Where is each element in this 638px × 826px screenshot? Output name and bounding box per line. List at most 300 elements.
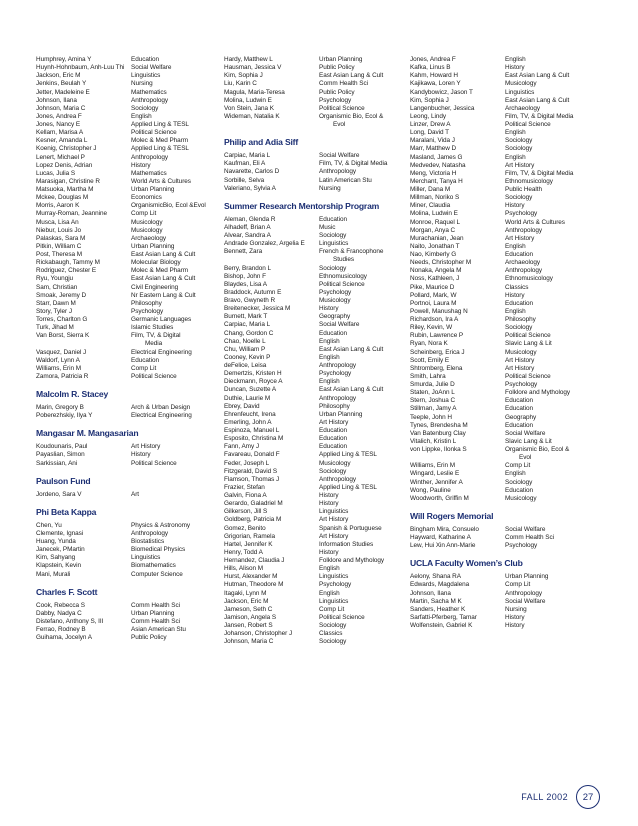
recipient-row	[36, 145, 226, 153]
recipient-name: Nao, Kimberly G	[410, 251, 457, 258]
recipient-name: Lucas, Julia S	[36, 169, 76, 177]
recipient-major	[319, 330, 414, 338]
recipient-row	[224, 216, 414, 224]
section-heading: Phi Beta Kappa	[36, 506, 97, 517]
recipient-row	[410, 405, 600, 413]
major-text: Film, TV, & Digital Media	[319, 160, 388, 168]
recipient-name: Murachanian, Jean	[410, 234, 464, 242]
recipient-major	[319, 97, 414, 105]
recipient-row	[410, 259, 600, 267]
recipient-name: Niebur, Louis Jo	[36, 226, 82, 234]
recipient-row	[224, 64, 414, 72]
recipient-major	[319, 508, 414, 516]
major-text: Comm Health Sci	[505, 534, 554, 541]
recipient-name: Williams, Erin M	[410, 462, 455, 470]
recipient-major	[505, 300, 600, 308]
recipient-name: Merchant, Tanya H	[410, 177, 463, 185]
major-text: Comm Health Sci	[131, 601, 180, 609]
recipient-row	[36, 219, 226, 227]
recipient-row	[224, 573, 414, 581]
major-text: Classics	[319, 630, 343, 638]
recipient-name: Van Batenburg Clay	[410, 429, 466, 437]
recipient-row	[36, 56, 226, 64]
major-text: Political Science	[505, 372, 551, 380]
recipient-major	[319, 533, 414, 541]
major-text: Musicology	[505, 494, 537, 502]
recipient-name: Hernandez, Claudia J	[224, 557, 285, 564]
recipient-name: Rodriguez, Chester E	[36, 267, 97, 275]
recipient-name: Sanders, Heather K	[410, 605, 466, 613]
major-text: English	[319, 565, 340, 573]
recipient-name: Dabby, Nadya C	[36, 609, 82, 617]
major-text: World Arts & Cultures	[505, 218, 565, 226]
recipient-row	[224, 152, 414, 160]
recipient-row	[36, 186, 226, 194]
recipient-name: Vitalich, Kristin L	[410, 437, 457, 445]
recipient-name: Sam, Christian	[36, 283, 78, 291]
recipient-name: Zamora, Patricia R	[36, 372, 89, 380]
major-text: East Asian Lang & Cult	[319, 345, 384, 353]
recipient-major	[319, 549, 414, 557]
major-text: Mathematics	[131, 88, 167, 96]
recipient-major	[319, 492, 414, 500]
major-text: Comp Lit	[505, 581, 531, 589]
recipient-row	[224, 105, 414, 113]
major-text: Education	[319, 427, 347, 434]
recipient-name: Magula, Maria-Teresa	[224, 88, 285, 96]
recipient-major	[319, 476, 414, 484]
recipient-row	[224, 362, 414, 370]
major-text: English	[505, 307, 526, 315]
recipient-name: Hartel, Jennifer K	[224, 540, 273, 548]
major-text: Comm Health Sci	[319, 80, 368, 88]
major-text: Biostatistics	[131, 538, 165, 545]
page-footer	[521, 785, 600, 809]
recipient-row	[410, 534, 600, 542]
recipient-row	[36, 80, 226, 88]
major-text: Linguistics	[319, 573, 349, 581]
recipient-major	[319, 265, 414, 273]
recipient-row	[224, 460, 414, 468]
recipient-row	[410, 414, 600, 422]
recipient-major	[319, 113, 414, 129]
recipient-major	[505, 470, 600, 478]
recipient-major	[505, 113, 600, 121]
major-text: Comp Lit	[505, 462, 531, 470]
recipient-name: Smoak, Jeremy D	[36, 291, 87, 299]
recipient-row	[224, 177, 414, 185]
recipient-major	[505, 227, 600, 235]
recipient-row	[224, 533, 414, 541]
major-text: Biomathematics	[131, 562, 176, 570]
major-text: Social Welfare	[131, 64, 172, 72]
recipient-major	[131, 610, 226, 618]
recipient-name: Kahm, Howard H	[410, 72, 458, 80]
recipient-name: Meng, Victoria H	[410, 169, 457, 177]
recipient-major	[131, 308, 226, 316]
recipient-major	[505, 194, 600, 202]
recipient-name: Emerling, John A	[224, 418, 272, 426]
major-text: Anthropology	[505, 589, 543, 597]
recipient-row	[36, 634, 226, 642]
recipient-major	[131, 546, 226, 554]
recipient-row	[36, 227, 226, 235]
major-text: Psychology	[319, 288, 352, 296]
recipient-name: Kesner, Amanda L	[36, 137, 88, 145]
recipient-major	[131, 202, 226, 210]
section-heading: Philip and Adia Siff	[224, 137, 298, 148]
recipient-major	[319, 435, 414, 443]
major-text: History	[131, 161, 151, 169]
recipient-major	[131, 210, 226, 218]
recipient-major	[131, 178, 226, 186]
recipient-name: Kandybowicz, Jason T	[410, 88, 473, 96]
recipient-row	[410, 178, 600, 186]
recipient-row	[410, 340, 600, 348]
recipient-major	[131, 227, 226, 235]
recipient-major	[319, 500, 414, 508]
recipient-row	[410, 170, 600, 178]
recipient-major	[319, 354, 414, 362]
recipient-name: Jones, Nancy E	[36, 121, 81, 128]
recipient-major	[505, 97, 600, 105]
recipient-name: Von Stein, Jana K	[224, 104, 274, 112]
recipient-row	[36, 365, 226, 373]
recipient-row	[224, 354, 414, 362]
recipient-name: Pike, Maurice D	[410, 283, 455, 291]
recipient-major	[131, 235, 226, 243]
recipient-major	[505, 590, 600, 598]
recipient-major	[505, 275, 600, 283]
major-text: Urban Planning	[131, 242, 175, 250]
recipient-row	[224, 500, 414, 508]
recipient-major	[131, 243, 226, 251]
recipient-row	[224, 557, 414, 565]
recipient-name: Carpiac, Maria L	[224, 321, 271, 329]
major-text: History	[319, 305, 339, 313]
recipient-row	[36, 170, 226, 178]
major-text: Education	[505, 397, 533, 405]
recipient-name: Frazier, Stefan	[224, 483, 265, 491]
major-text: Psychology	[319, 370, 352, 378]
recipient-name: Ferrao, Rodney B	[36, 626, 86, 633]
recipient-major	[319, 468, 414, 476]
major-text: Social Welfare	[505, 429, 546, 437]
recipient-name: Scott, Emily E	[410, 356, 450, 364]
recipient-name: Stern, Joshua C	[410, 397, 456, 405]
recipient-name: Bishop, John F	[224, 272, 266, 280]
major-text: Molec & Med Pharm	[131, 267, 189, 275]
column-2	[224, 56, 414, 646]
recipient-row	[410, 145, 600, 153]
recipient-major	[131, 373, 226, 381]
major-text: Sociology	[131, 104, 159, 112]
recipient-row	[36, 443, 226, 451]
recipient-major	[505, 56, 600, 64]
major-text: Sociology	[505, 194, 533, 202]
major-text: Political Science	[505, 332, 551, 340]
major-text: Social Welfare	[319, 152, 360, 160]
recipient-row	[410, 581, 600, 589]
recipient-name: Alhadeff, Brian A	[224, 223, 271, 231]
major-text: Anthropology	[131, 153, 169, 161]
recipient-row	[224, 346, 414, 354]
major-text: Philosophy	[131, 299, 162, 307]
recipient-name: Scheinberg, Erica J	[410, 348, 465, 356]
recipient-row	[224, 338, 414, 346]
section-heading: Charles F. Scott	[36, 586, 98, 597]
recipient-name: Noss, Kathleen, J	[410, 275, 460, 283]
recipient-row	[224, 598, 414, 606]
recipient-name: Portnoi, Laura M	[410, 299, 457, 307]
recipient-row	[410, 194, 600, 202]
major-text: Sociology	[505, 137, 533, 145]
major-text: Archaeology	[505, 104, 540, 112]
recipient-major	[131, 219, 226, 227]
major-text: History	[319, 492, 339, 499]
recipient-major	[131, 530, 226, 538]
major-text: Political Science	[319, 104, 365, 112]
recipient-major	[319, 240, 414, 248]
recipient-row	[224, 305, 414, 313]
major-text: Molec & Med Pharm	[131, 137, 189, 145]
major-text: Psychology	[131, 307, 164, 315]
recipient-row	[224, 330, 414, 338]
recipient-name: Clemente, Ignasi	[36, 529, 84, 537]
recipient-major	[319, 185, 414, 193]
recipient-name: Liu, Karin C	[224, 80, 257, 88]
recipient-major	[131, 275, 226, 283]
recipient-name: Story, Tyler J	[36, 307, 72, 315]
recipient-row	[224, 468, 414, 476]
recipient-major	[131, 170, 226, 178]
recipient-name: Grigorian, Ramela	[224, 532, 276, 540]
major-text: Ethnomusicology	[505, 275, 553, 283]
recipient-row	[224, 224, 414, 232]
recipient-major	[319, 346, 414, 354]
recipient-major	[505, 414, 600, 422]
major-text: Sociology	[505, 324, 533, 332]
major-text: Education	[319, 443, 347, 451]
recipient-major	[505, 542, 600, 550]
recipient-major	[505, 373, 600, 381]
recipient-major	[131, 554, 226, 562]
recipient-name: Espinoza, Manuel L	[224, 427, 280, 434]
recipient-row	[224, 97, 414, 105]
recipient-name: Marasigan, Christine R	[36, 177, 100, 185]
recipient-row	[224, 248, 414, 264]
recipient-name: Bingham Mira, Consuelo	[410, 525, 479, 533]
recipient-name: Chu, William P	[224, 345, 266, 353]
major-text: Art History	[131, 443, 161, 451]
major-text: Applied Ling & TESL	[319, 483, 377, 491]
major-text: East Asian Lang & Cult	[319, 72, 384, 80]
recipient-name: Koudounaris, Paul	[36, 443, 88, 451]
recipient-name: Molina, Ludwin E	[410, 210, 458, 218]
recipient-major	[131, 451, 226, 459]
recipient-row	[36, 243, 226, 251]
recipient-major	[131, 634, 226, 642]
recipient-name: Starr, Dawn M	[36, 299, 76, 307]
recipient-major	[505, 622, 600, 630]
major-text: Anthropology	[319, 362, 357, 369]
major-text: History	[505, 64, 525, 72]
recipient-row	[410, 202, 600, 210]
recipient-row	[224, 638, 414, 646]
recipient-name: Waldorf, Lynn A	[36, 356, 80, 364]
recipient-major	[319, 395, 414, 403]
recipient-row	[410, 162, 600, 170]
recipient-row	[410, 235, 600, 243]
recipient-major	[505, 178, 600, 186]
major-text: Sociology	[319, 232, 347, 239]
recipient-name: Edwards, Magdalena	[410, 581, 470, 589]
recipient-row	[36, 308, 226, 316]
recipient-major	[319, 630, 414, 638]
recipient-row	[36, 404, 226, 412]
recipient-name: Sorbille, Selva	[224, 176, 265, 184]
recipient-row	[224, 419, 414, 427]
major-text: Film, TV, & Digital	[131, 332, 181, 340]
recipient-name: Powell, Manushag N	[410, 307, 468, 315]
recipient-major	[131, 129, 226, 137]
major-text: Nursing	[505, 605, 527, 613]
major-text: Social Welfare	[505, 525, 546, 533]
recipient-name: Jamison, Angela S	[224, 613, 277, 621]
major-text: Islamic Studies	[131, 324, 174, 332]
major-text: Archaeology	[505, 259, 540, 267]
recipient-row	[410, 186, 600, 194]
major-text: Latin American Stu	[319, 176, 372, 184]
recipient-name: Pollard, Mark, W	[410, 291, 457, 299]
recipient-major	[505, 381, 600, 389]
recipient-major	[319, 614, 414, 622]
section-heading: Summer Research Mentorship Program	[224, 200, 380, 211]
major-continuation: Evol	[519, 454, 532, 462]
recipient-row	[224, 289, 414, 297]
recipient-major	[319, 321, 414, 329]
major-text: East Asian Lang & Cult	[131, 251, 196, 258]
recipient-major	[505, 487, 600, 495]
recipient-row	[36, 178, 226, 186]
major-text: Political Science	[131, 372, 177, 380]
major-text: Physics & Astronomy	[131, 521, 191, 529]
recipient-row	[36, 491, 226, 499]
recipient-row	[410, 113, 600, 121]
recipient-major	[319, 105, 414, 113]
recipient-major	[505, 219, 600, 227]
major-text: Art History	[505, 161, 535, 169]
major-text: French & Francophone	[319, 248, 384, 256]
recipient-name: Ryu, Youngju	[36, 275, 74, 283]
recipient-major	[131, 251, 226, 259]
major-text: Anthropology	[319, 475, 357, 483]
recipient-name: Berry, Brandon L	[224, 264, 272, 272]
recipient-name: Stillman, Jamy A	[410, 405, 457, 413]
major-text: Slavic Lang & Lit	[505, 340, 552, 348]
recipient-major	[319, 460, 414, 468]
recipient-name: Jackson, Eric M	[224, 597, 269, 605]
recipient-row	[224, 443, 414, 451]
recipient-row	[36, 332, 226, 348]
major-text: Archaeology	[131, 234, 166, 242]
major-text: Anthropology	[505, 226, 543, 234]
major-text: Information Studies	[319, 540, 374, 548]
major-text: Linguistics	[505, 88, 535, 96]
recipient-name: Medvedev, Natasha	[410, 161, 466, 169]
recipient-row	[224, 56, 414, 64]
major-text: Social Welfare	[505, 597, 546, 605]
recipient-major	[319, 386, 414, 394]
major-text: East Asian Lang & Cult	[505, 96, 570, 104]
major-text: History	[319, 548, 339, 556]
recipient-name: Leong, Lindy	[410, 112, 446, 120]
recipient-major	[505, 170, 600, 178]
recipient-major	[319, 64, 414, 72]
major-text: Nursing	[319, 184, 341, 192]
recipient-name: Jones, Andrea F	[410, 56, 456, 63]
recipient-name: Bennett, Zara	[224, 248, 263, 256]
recipient-row	[410, 80, 600, 88]
recipient-row	[410, 479, 600, 487]
major-text: English	[131, 112, 152, 120]
recipient-row	[410, 121, 600, 129]
page-number-badge: 27	[576, 785, 600, 809]
major-text: History	[505, 202, 525, 210]
major-text: Comp Lit	[131, 210, 157, 218]
recipient-name: Matsuoka, Martha M	[36, 186, 94, 193]
recipient-row	[410, 219, 600, 227]
recipient-row	[36, 210, 226, 218]
recipient-name: Hills, Alison M	[224, 565, 264, 573]
recipient-row	[224, 297, 414, 305]
recipient-major	[131, 194, 226, 202]
recipient-row	[36, 64, 226, 72]
recipient-major	[319, 297, 414, 305]
section-heading: Malcolm R. Stacey	[36, 389, 109, 399]
recipient-row	[36, 154, 226, 162]
recipient-major	[505, 365, 600, 373]
recipient-row	[36, 357, 226, 365]
recipient-name: Pitkin, William C	[36, 242, 82, 250]
recipient-major	[131, 602, 226, 610]
recipient-major	[131, 460, 226, 468]
major-text: Musicology	[505, 348, 537, 356]
recipient-row	[224, 403, 414, 411]
major-text: Art History	[505, 364, 535, 372]
recipient-row	[410, 89, 600, 97]
recipient-row	[36, 137, 226, 145]
recipient-name: Smith, Lahra	[410, 372, 446, 380]
recipient-row	[224, 321, 414, 329]
major-text: Arch & Urban Design	[131, 404, 191, 411]
major-text: Social Welfare	[319, 321, 360, 329]
recipient-row	[36, 72, 226, 80]
recipient-row	[36, 105, 226, 113]
recipient-major	[319, 443, 414, 451]
recipient-row	[224, 232, 414, 240]
recipient-name: Richardson, Ira A	[410, 316, 459, 323]
major-text: Linguistics	[319, 508, 349, 516]
major-text: English	[505, 56, 526, 63]
recipient-row	[224, 160, 414, 168]
recipient-name: Braddock, Autumn E	[224, 288, 282, 296]
recipient-major	[131, 538, 226, 546]
recipient-major	[319, 581, 414, 589]
recipient-name: Duncan, Suzette A	[224, 386, 277, 394]
recipient-name: Hausman, Jessica V	[224, 64, 282, 72]
recipient-major	[131, 404, 226, 412]
